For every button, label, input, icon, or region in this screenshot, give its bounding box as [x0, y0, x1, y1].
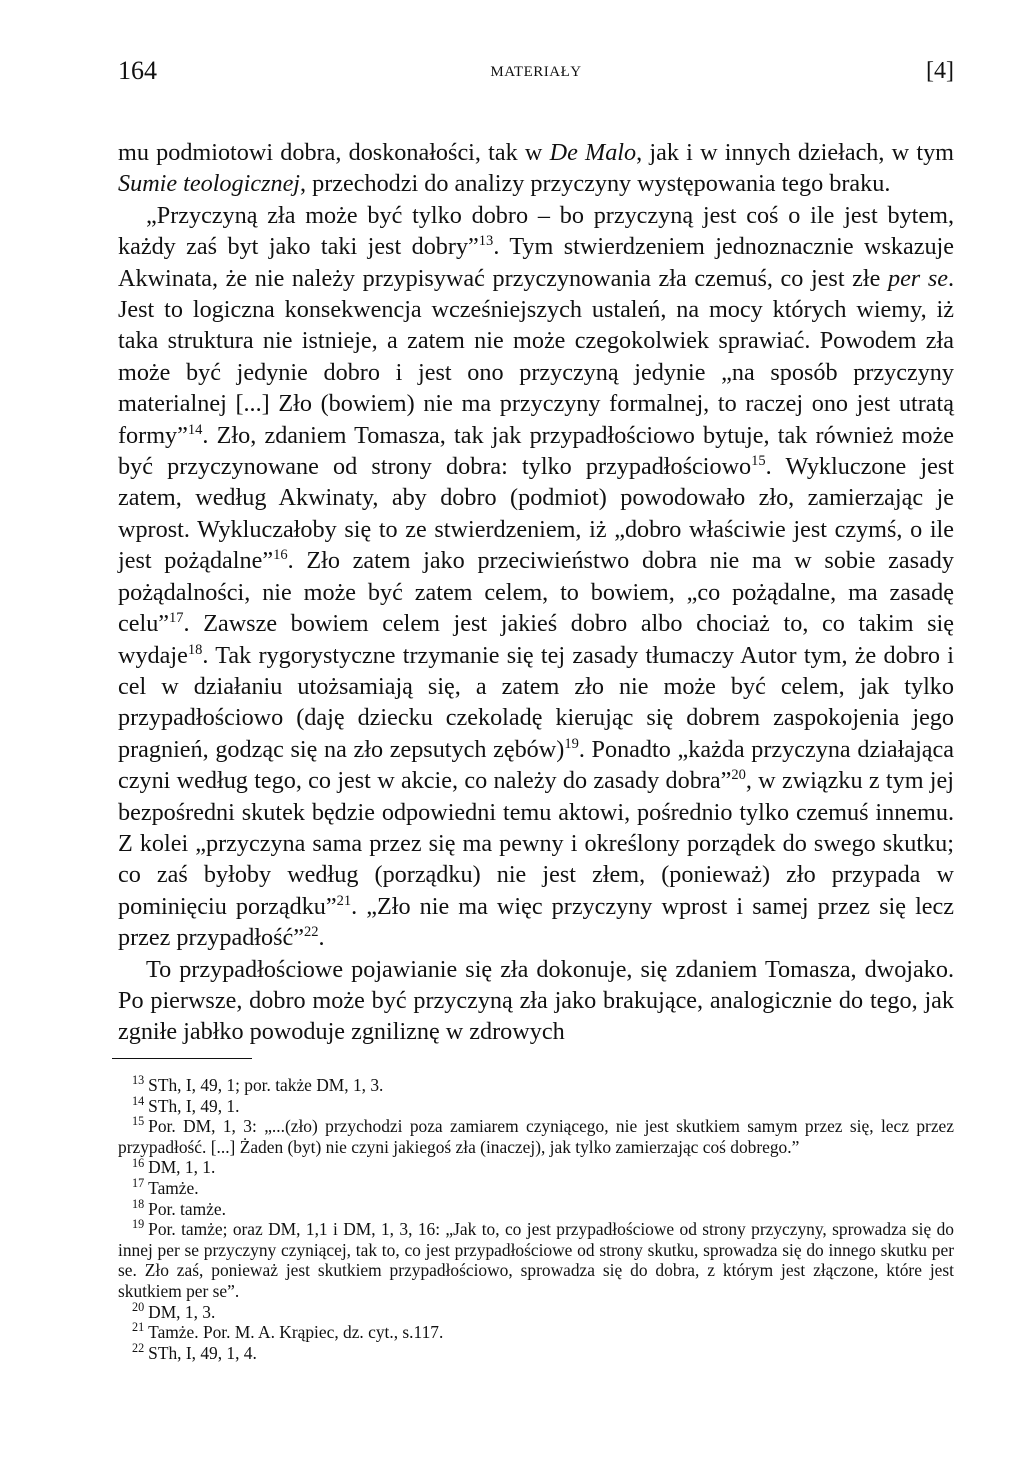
footnote-number: 21 — [132, 1320, 145, 1335]
footnote — [118, 1299, 954, 1323]
paragraph — [118, 200, 954, 954]
footnote-number: 22 — [132, 1340, 145, 1355]
footnote-number: 13 — [132, 1073, 145, 1088]
text-run: . — [318, 924, 325, 952]
footnote-ref: 17 — [169, 610, 184, 627]
italic-phrase: per se — [887, 264, 948, 292]
text-run: , w związku z tym jej bezpośredni skutek będzie odpowiedni temu aktowi, pośrednio tylko czemuś innemu. Z kolei „przyczyna sama przez się ma pewny i określony porządek do swego skutku; co zaś byłoby według (porządku) nie jest złem, (ponieważ) zło przypada w pominięciu porządku” — [118, 767, 954, 920]
text-run: . Zawsze bowiem celem jest jakieś dobro albo chociaż to, co takim się wydaje — [118, 610, 954, 669]
italic-title: Sumie teologicznej — [118, 170, 301, 198]
footnote-text: STh, I, 49, 1; por. także DM, 1, 3. — [148, 1075, 384, 1095]
footnote — [118, 1178, 954, 1199]
footnote-ref: 19 — [564, 735, 579, 752]
footnote-text: Tamże. — [148, 1177, 199, 1198]
text-run: . Wykluczone jest zatem, według Akwinaty, aby dobro (podmiot) powodowało zło, zamierzając je wprost. Wykluczałoby się to ze stwierdzeniem, iż „dobro właściwie jest czymś, o ile jest pożądalne” — [118, 453, 954, 575]
footnote-text: DM, 1, 3. — [148, 1301, 216, 1322]
text-run: . „Zło nie ma więc przyczyny wprost i samej przez się lecz przez przypadłość” — [118, 892, 954, 952]
running-head — [118, 56, 954, 96]
text-run: . Jest to logiczna konsekwencja wcześniejszych ustaleń, na mocy których wiemy, iż taka struktura nie istnieje, a zatem nie może czegokolwiek sprawiać. Powodem zła może być jedynie dobro i jest ono przyczyną jedynie „na sposób przyczyny materialnej [...] Zło (bowiem) nie ma przyczyny formalnej, to raczej ono jest utratą formy” — [118, 264, 955, 449]
page-number: 164 — [118, 56, 157, 85]
text-run: . Zło, zdaniem Tomasza, tak jak przypadłościowo bytuje, tak również może być przyczynowane od strony dobra: tylko przypadłościowo — [118, 421, 954, 481]
footnote-ref: 22 — [304, 924, 319, 941]
paragraph: To przypadłościowe pojawianie się zła dokonuje, się zdaniem Tomasza, dwojako. Po pierwsze, dobro może być przyczyną zła jako brakujące, analogicznie do tego, jak zgniłe jabłko powoduje zgniliznę w zdrowych — [118, 955, 954, 1046]
footnote-ref: 21 — [336, 892, 352, 909]
footnote-text: DM, 1, 1. — [148, 1157, 216, 1178]
footnote-text: Por. DM, 1, 3: „...(zło) przychodzi poza zamiarem czyniącego, nie jest skutkiem samym przez się, lecz przez przypadłość. [...] Żaden (byt) nie czyni jakiegoś zła (inaczej), jak tylko zamierzając coś dobrego.” — [118, 1116, 954, 1157]
footnote-number: 20 — [132, 1299, 145, 1314]
footnote-ref: 20 — [731, 767, 746, 784]
footnote-number: 19 — [132, 1217, 145, 1232]
footnote-ref: 14 — [187, 421, 203, 438]
footnote-number: 14 — [132, 1093, 145, 1108]
footnote-text: Tamże. Por. M. A. Krąpiec, dz. cyt., s.117. — [148, 1322, 444, 1343]
footnote-text: STh, I, 49, 1, 4. — [148, 1342, 257, 1363]
footnote — [118, 1219, 954, 1301]
main-text — [118, 137, 954, 1048]
text-run: . Ponadto „każda przyczyna działająca czyni według tego, co jest w akcie, co należy do zasady dobra” — [118, 735, 954, 795]
section-number: [4] — [926, 58, 954, 84]
footnote-text: Por. tamże. — [148, 1198, 226, 1219]
text-run: „Przyczyną zła może być tylko dobro – bo przyczyną jest coś o ile jest bytem, każdy zaś byt jako taki jest dobry” — [118, 201, 954, 261]
footnote-number: 17 — [132, 1176, 145, 1191]
text-run: . Tym stwierdzeniem jednoznacznie wskazuje Akwinata, że nie należy przypisywać przyczynowania zła czemuś, co jest złe — [118, 233, 954, 292]
footnote — [118, 1116, 954, 1157]
footnote-ref: 13 — [478, 233, 494, 250]
footnote — [118, 1340, 954, 1364]
footnote — [118, 1075, 954, 1096]
footnote — [118, 1157, 954, 1178]
footnote-ref: 15 — [751, 453, 766, 469]
footnote — [118, 1196, 954, 1220]
text-run: , jak i w innych dziełach, w tym — [636, 139, 954, 166]
footnote — [118, 1322, 954, 1343]
paragraph — [118, 137, 954, 200]
footnote-number: 15 — [132, 1114, 145, 1129]
footnote-number: 18 — [132, 1196, 145, 1211]
footnotes — [118, 1075, 954, 1363]
text-run: . Tak rygorystyczne trzymanie się tej zasady tłumaczy Autor tym, że dobro i cel w działaniu utożsamiają się, a zatem zło nie może być celem, jak tylko przypadłościowo (daję dziecku czekoladę kierując się dobrem zaspokojenia jego pragnień, godząc się na zło zepsutych zębów) — [118, 641, 954, 763]
text-run: mu podmiotowi dobra, doskonałości, tak w — [118, 139, 550, 166]
text-run: , przechodzi do analizy przyczyny występowania tego braku. — [300, 170, 891, 198]
italic-title: De Malo — [549, 139, 637, 166]
footnote-ref: 16 — [273, 547, 288, 564]
footnote-separator — [112, 1058, 252, 1059]
running-title: MATERIAŁY — [490, 64, 582, 80]
footnote-text: Por. tamże; oraz DM, 1,1 i DM, 1, 3, 16: „Jak to, co jest przypadłościowe od strony przyczyny, sprowadza się do innej per se przyczyny czyniącej, tak to, co jest przypadłościowe od strony skutku, sprowadza się do innego skutku per se. Zło zaś, ponieważ jest skutkiem przypadłościowo, sprowadza się do dobra, z którym jest złączone, które jest skutkiem per se”. — [118, 1219, 954, 1301]
footnote-number: 16 — [132, 1155, 145, 1170]
text-run: . Zło zatem jako przeciwieństwo dobra nie ma w sobie zasady pożądalności, nie może być zatem celem, to bowiem, „co pożądalne, ma zasadę celu” — [118, 547, 954, 638]
footnote-text: STh, I, 49, 1. — [148, 1095, 240, 1116]
footnote-ref: 18 — [187, 641, 203, 658]
footnote — [118, 1093, 954, 1117]
